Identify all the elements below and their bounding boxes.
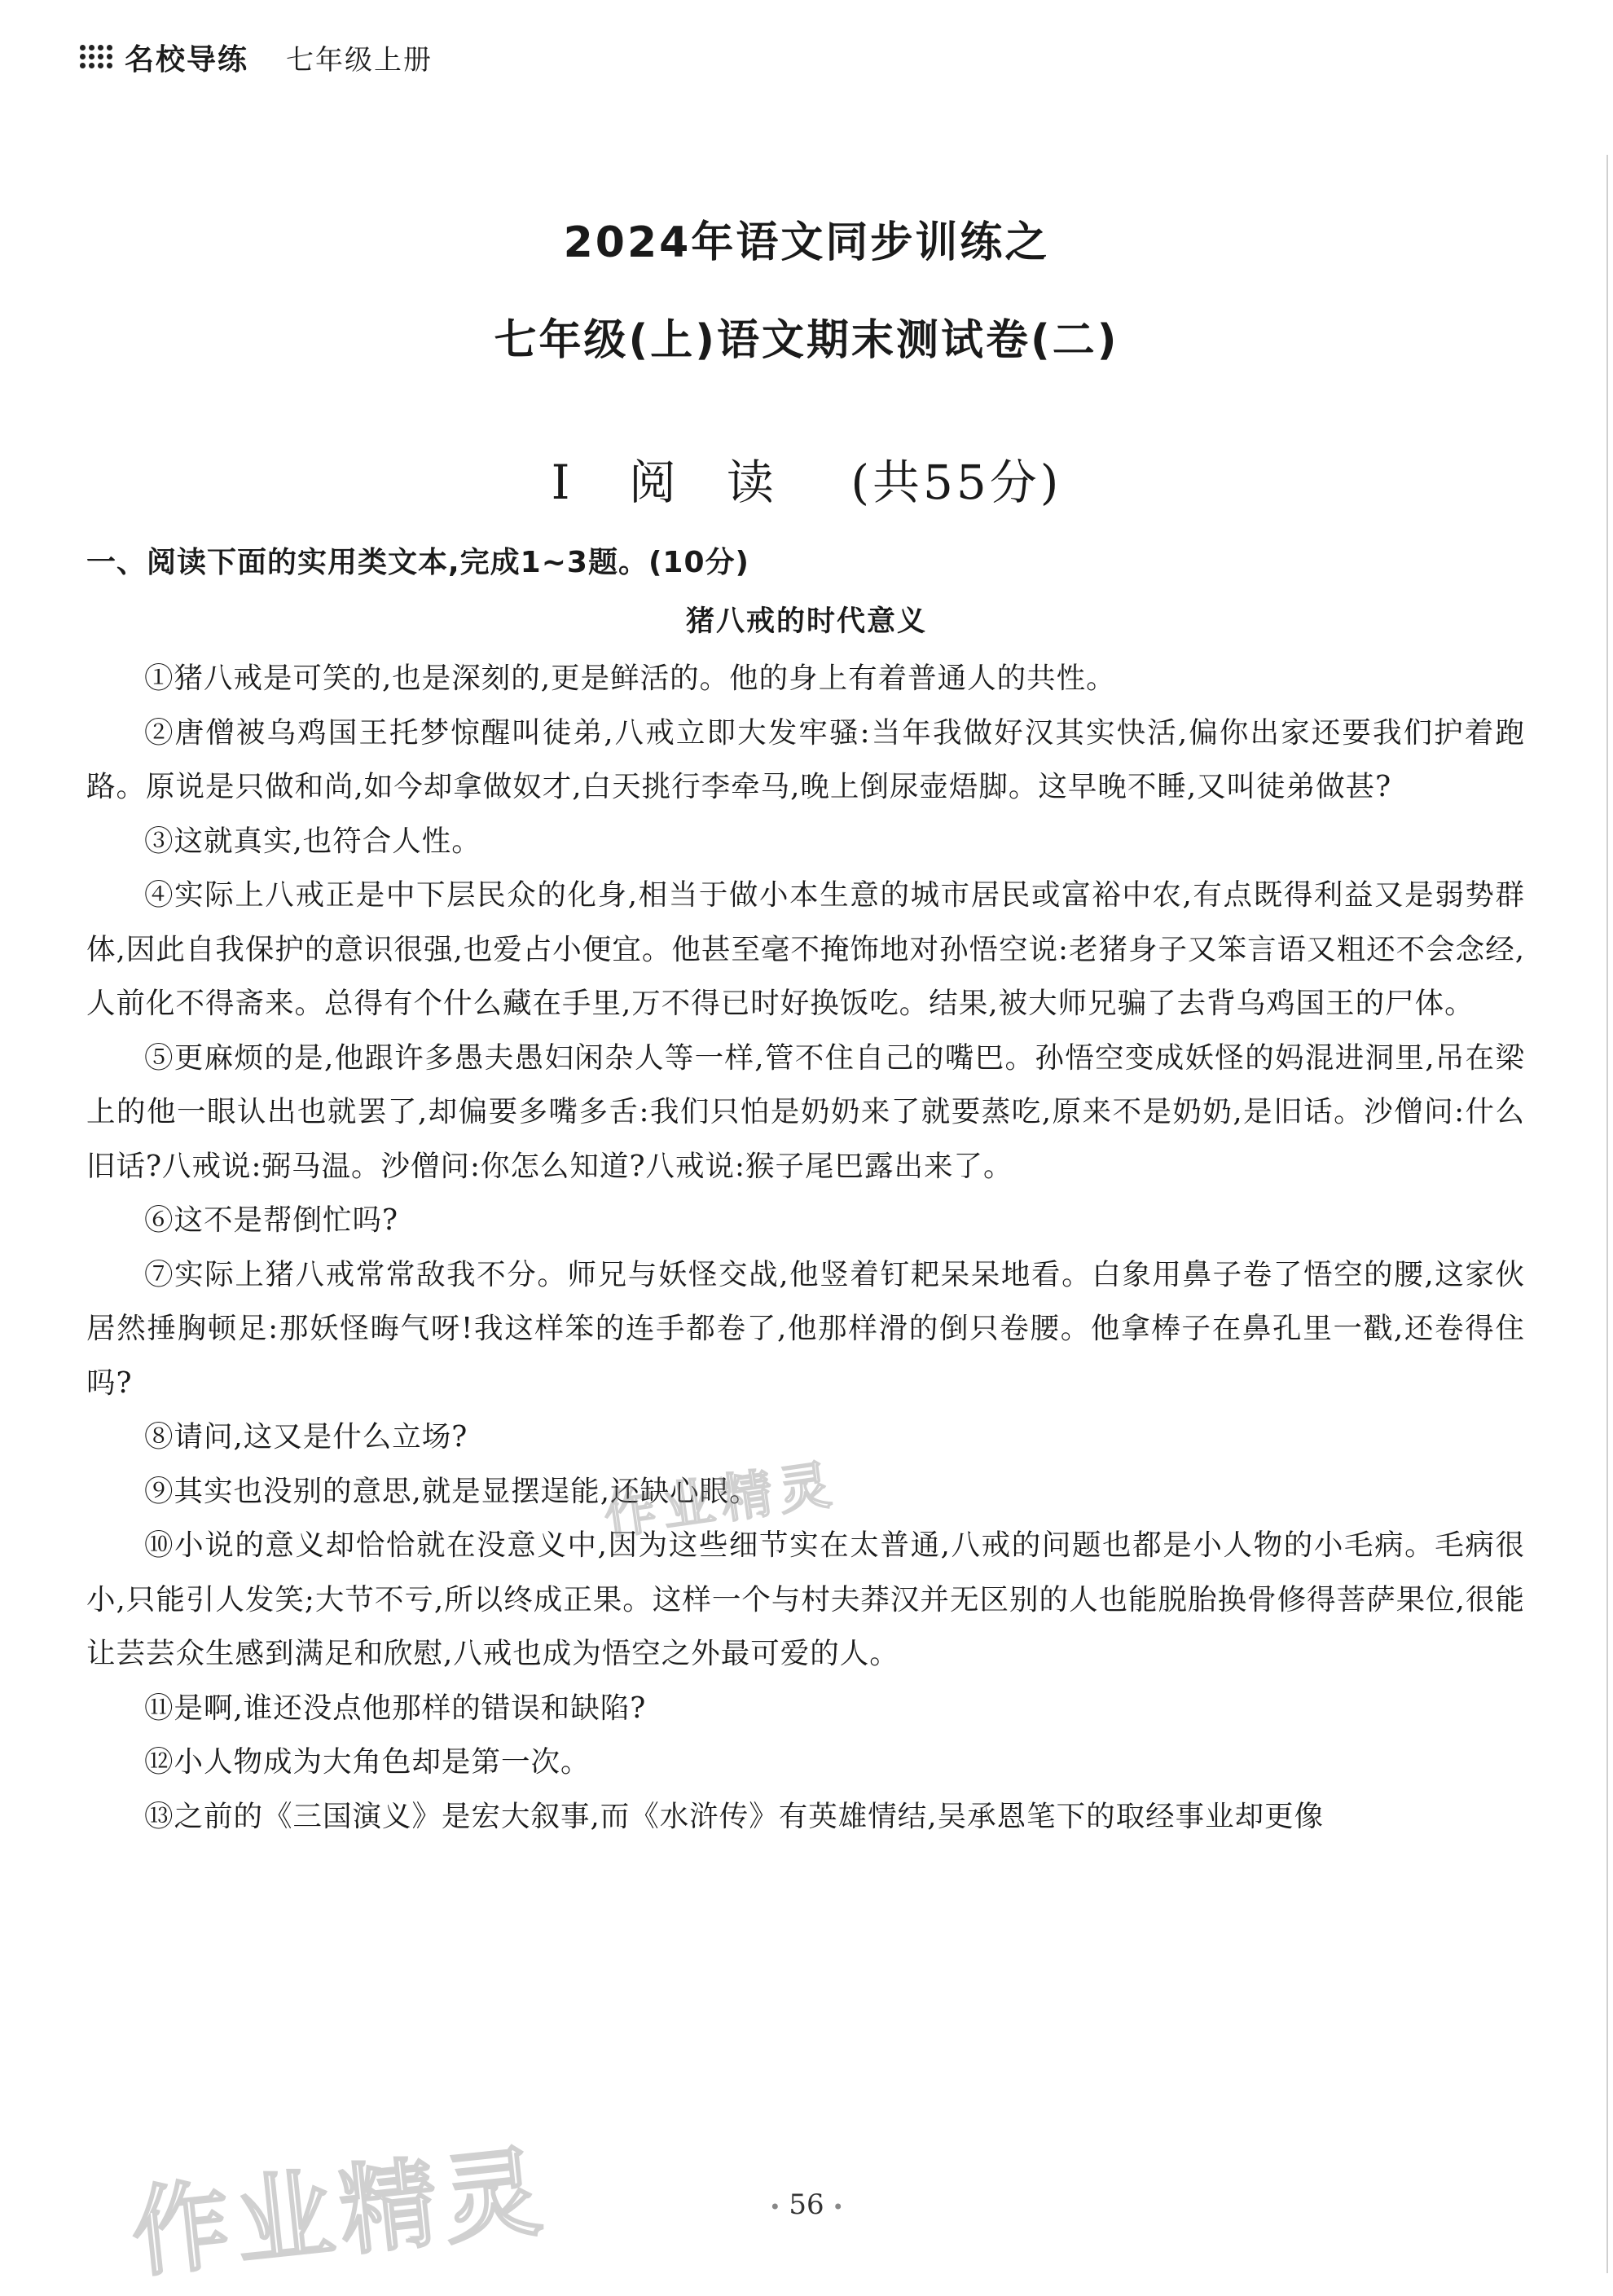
paragraph: ⑬之前的《三国演义》是宏大叙事,而《水浒传》有英雄情结,吴承恩笔下的取经事业却更像 <box>144 1799 1325 1833</box>
series-name: 名校导练 <box>125 42 249 77</box>
paragraph: ③这就真实,也符合人性。 <box>144 824 481 858</box>
article-title: 猪八戒的时代意义 <box>685 605 927 638</box>
section-name: 阅读 <box>628 455 824 510</box>
dot-icon: • <box>769 2196 781 2219</box>
section-number: I <box>551 455 574 510</box>
paragraph: ④实际上八戒正是中下层民众的化身,相当于做小本生意的城市居民或富裕中农,有点既得利益又是弱势群体,因此自我保护的意识很强,也爱占小便宜。他甚至毫不掩饰地对孙悟空说:老猪身子又笨言语又粗还不会念经,人前化不得斋来。总得有个什么藏在手里,万不得已时好换饭吃。结果,被大师兄骗了去背乌鸡国王的尸体。 <box>86 878 1525 1020</box>
paragraph: ⑪是啊,谁还没点他那样的错误和缺陷? <box>144 1691 647 1725</box>
question-instruction: 一、阅读下面的实用类文本,完成1~3题。(10分) <box>86 546 749 579</box>
watermark: 作业精灵 <box>126 2135 553 2292</box>
paragraph: ⑤更麻烦的是,他跟许多愚夫愚妇闲杂人等一样,管不住自己的嘴巴。孙悟空变成妖怪的妈混进洞里,吊在梁上的他一眼认出也就罢了,却偏要多嘴多舌:我们只怕是奶奶来了就要蒸吃,原来不是奶奶,是旧话。沙僧问:什么旧话?八戒说:弼马温。沙僧问:你怎么知道?八戒说:猴子尾巴露出来了。 <box>86 1040 1525 1183</box>
paragraph: ⑥这不是帮倒忙吗? <box>144 1203 399 1237</box>
paragraph: ①猪八戒是可笑的,也是深刻的,更是鲜活的。他的身上有着普通人的共性。 <box>144 662 1116 695</box>
grade-label: 七年级上册 <box>286 43 433 77</box>
exam-title-line-1: 2024年语文同步训练之 <box>563 218 1050 267</box>
section-heading <box>0 444 1613 512</box>
page-number <box>0 2188 1613 2221</box>
paragraph: ⑫小人物成为大角色却是第一次。 <box>144 1745 591 1779</box>
paragraph: ⑩小说的意义却恰恰就在没意义中,因为这些细节实在太普通,八戒的问题也都是小人物的小毛病。毛病很小,只能引人发笑;大节不亏,所以终成正果。这样一个与村夫莽汉并无区别的人也能脱胎换骨修得菩萨果位,很能让芸芸众生感到满足和欣慰,八戒也成为悟空之外最可爱的人。 <box>86 1528 1525 1670</box>
dots-grid-icon <box>80 45 113 69</box>
page-number-text: 56 <box>789 2188 824 2221</box>
paragraph: ⑧请问,这又是什么立场? <box>144 1420 468 1454</box>
dot-icon: • <box>832 2196 844 2219</box>
section-score: (共55分) <box>850 455 1062 510</box>
paragraph: ⑨其实也没别的意思,就是显摆逞能,还缺心眼。 <box>144 1474 759 1508</box>
paragraph: ②唐僧被乌鸡国王托梦惊醒叫徒弟,八戒立即大发牢骚:当年我做好汉其实快活,偏你出家还要我们护着跑路。原说是只做和尚,如今却拿做奴才,白天挑行李牵马,晚上倒尿壶焐脚。这早晚不睡,又叫徒弟做甚? <box>86 715 1525 803</box>
paragraph: ⑦实际上猪八戒常常敌我不分。师兄与妖怪交战,他竖着钉耙呆呆地看。白象用鼻子卷了悟空的腰,这家伙居然捶胸顿足:那妖怪晦气呀!我这样笨的连手都卷了,他那样滑的倒只卷腰。他拿棒子在鼻孔里一戳,还卷得住吗? <box>86 1257 1525 1400</box>
watermark-mid: 作业精灵 <box>600 1454 842 1547</box>
page-header <box>80 33 433 81</box>
article-body <box>86 652 1525 2159</box>
exam-title-line-2: 七年级(上)语文期末测试卷(二) <box>494 316 1119 365</box>
